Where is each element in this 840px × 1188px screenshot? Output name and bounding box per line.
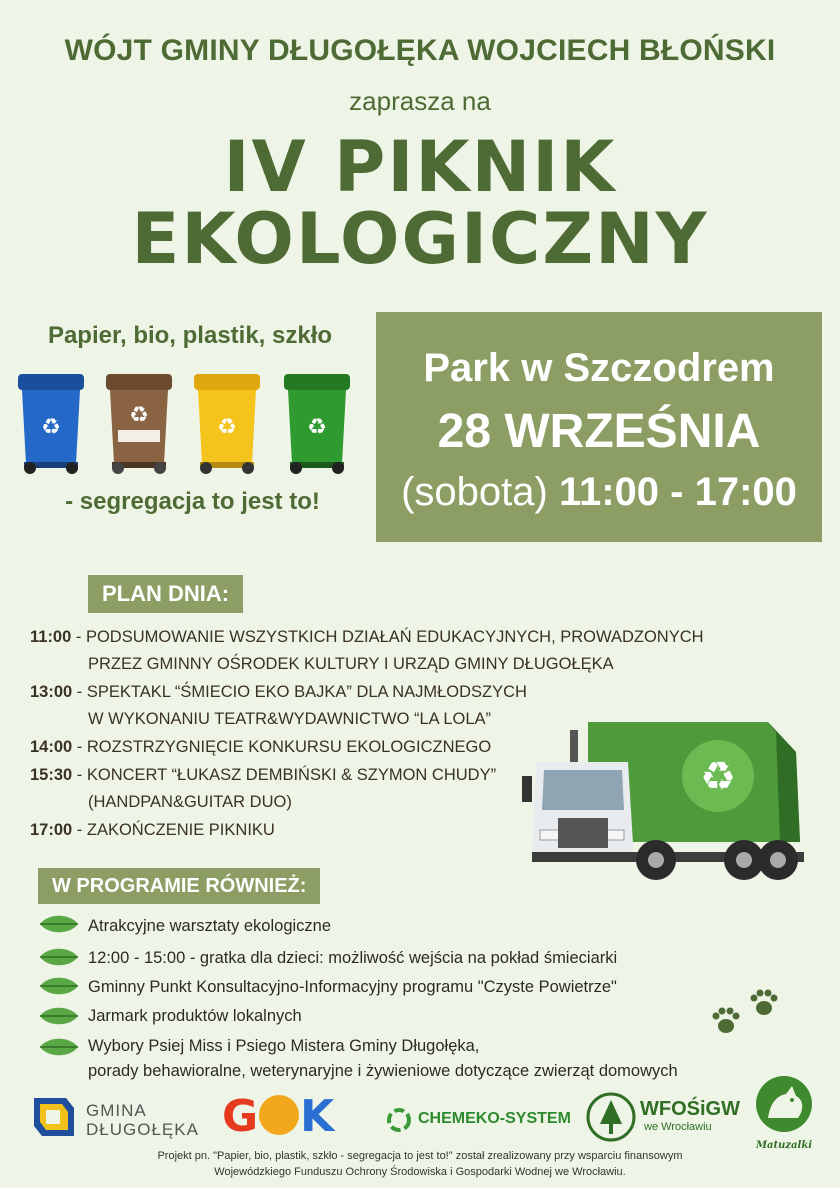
program-item-line: Wybory Psiej Miss i Psiego Mistera Gminy Długołęka, xyxy=(88,1037,480,1055)
leaf-icon xyxy=(38,975,80,997)
gmina-dlugoleka-logo xyxy=(86,1101,199,1139)
schedule-text: W WYKONANIU TEATR&WYDAWNICTWO “LA LOLA” xyxy=(88,710,492,728)
event-title-line2: EKOLOGICZNY xyxy=(131,198,709,280)
waste-types-label: Papier, bio, plastik, szkło xyxy=(47,322,333,349)
leaf-icon xyxy=(38,1005,80,1027)
schedule-text: - SPEKTAKL “ŚMIECIO EKO BAJKA” DLA NAJMŁODSZYCH xyxy=(76,683,527,701)
brown-bin-icon xyxy=(104,368,174,474)
wfosigw-tree-icon xyxy=(586,1092,636,1142)
gmina-logo-line1: GMINA xyxy=(86,1101,147,1120)
garbage-truck-icon xyxy=(518,712,808,882)
also-title: W PROGRAMIE RÓWNIEŻ: xyxy=(38,868,320,904)
schedule-time: 14:00 xyxy=(30,738,73,756)
event-title-line1: IV PIKNIK xyxy=(223,126,617,208)
program-item: Gminny Punkt Konsultacyjno-Informacyjny programu "Czyste Powietrze" xyxy=(88,978,617,996)
program-item: Atrakcyjne warsztaty ekologiczne xyxy=(88,917,332,935)
wfosigw-logo xyxy=(640,1098,740,1134)
schedule-item xyxy=(30,734,491,761)
svg-text:♻: ♻ xyxy=(700,754,736,800)
schedule-time: 15:30 xyxy=(30,766,73,784)
gmina-logo-line2: DŁUGOŁĘKA xyxy=(86,1120,199,1139)
event-time xyxy=(376,470,822,515)
theatre-masks-icon xyxy=(259,1095,299,1135)
schedule-text: - PODSUMOWANIE WSZYSTKICH DZIAŁAŃ EDUKACYJNYCH, PROWADZONYCH xyxy=(75,628,704,646)
schedule-text: - KONCERT “ŁUKASZ DEMBIŃSKI & SZYMON CHUDY” xyxy=(76,766,497,784)
schedule-time: 17:00 xyxy=(30,821,73,839)
schedule-time: 11:00 xyxy=(30,628,72,646)
plan-title: PLAN DNIA: xyxy=(88,575,243,613)
schedule-item xyxy=(30,679,527,733)
leaf-icon xyxy=(38,913,80,935)
gok-logo xyxy=(222,1091,335,1142)
schedule-item xyxy=(30,817,275,844)
gok-logo-k: K xyxy=(300,1091,335,1142)
program-item-line: porady behawioralne, weterynaryjne i żywieniowe dotyczące zwierząt domowych xyxy=(88,1062,678,1080)
wfosigw-logo-line1: WFOŚiGW xyxy=(640,1098,740,1120)
footer-line1: Projekt pn. "Papier, bio, plastik, szkło - segregacja to jest to!" został zrealizowany przy wsparciu finansowym xyxy=(157,1150,683,1162)
footer-note xyxy=(0,1148,840,1180)
leaf-icon xyxy=(38,1036,80,1058)
schedule-time: 13:00 xyxy=(30,683,73,701)
program-item xyxy=(88,1034,678,1084)
wfosigw-logo-line2: we Wrocławiu xyxy=(644,1121,712,1133)
matuzalki-dog-logo-icon xyxy=(752,1074,816,1138)
svg-text:♻: ♻ xyxy=(307,415,327,440)
schedule-text: - ROZSTRZYGNIĘCIE KONKURSU EKOLOGICZNEGO xyxy=(76,738,492,756)
paw-prints-icon xyxy=(708,988,786,1044)
program-item: 12:00 - 15:00 - gratka dla dzieci: możliwość wejścia na pokład śmieciarki xyxy=(88,949,618,967)
svg-text:♻: ♻ xyxy=(129,403,149,428)
schedule-item xyxy=(30,624,704,678)
invite-text: zaprasza na xyxy=(349,86,491,116)
venue: Park w Szczodrem xyxy=(423,346,775,390)
chemeko-logo-icon xyxy=(386,1108,412,1132)
schedule-text: (HANDPAN&GUITAR DUO) xyxy=(88,793,292,811)
matuzalki-logo-text: Matuzalki xyxy=(755,1140,813,1151)
yellow-bin-icon xyxy=(192,368,262,474)
event-date: 28 WRZEŚNIA xyxy=(437,405,761,458)
schedule-text: PRZEZ GMINNY OŚRODEK KULTURY I URZĄD GMINY DŁUGOŁĘKA xyxy=(88,655,614,673)
gmina-dlugoleka-logo-icon xyxy=(30,1094,78,1140)
gok-logo-g: G xyxy=(222,1091,259,1142)
svg-text:♻: ♻ xyxy=(217,415,237,440)
green-bin-icon xyxy=(282,368,352,474)
event-info-box xyxy=(376,312,822,542)
footer-line2: Wojewódzkiego Funduszu Ochrony Środowiska i Gospodarki Wodnej we Wrocławiu. xyxy=(214,1166,626,1178)
schedule-text: - ZAKOŃCZENIE PIKNIKU xyxy=(76,821,275,839)
program-item: Jarmark produktów lokalnych xyxy=(88,1007,302,1025)
leaf-icon xyxy=(38,946,80,968)
event-hours: 11:00 - 17:00 xyxy=(558,470,797,514)
blue-bin-icon xyxy=(16,368,86,474)
event-day: (sobota) xyxy=(401,470,548,514)
svg-text:♻: ♻ xyxy=(41,415,61,440)
organizer-heading: WÓJT GMINY DŁUGOŁĘKA WOJCIECH BŁOŃSKI xyxy=(64,34,776,67)
slogan: - segregacja to jest to! xyxy=(65,488,320,515)
chemeko-logo-text: CHEMEKO-SYSTEM xyxy=(418,1110,571,1127)
schedule-item xyxy=(30,762,496,816)
